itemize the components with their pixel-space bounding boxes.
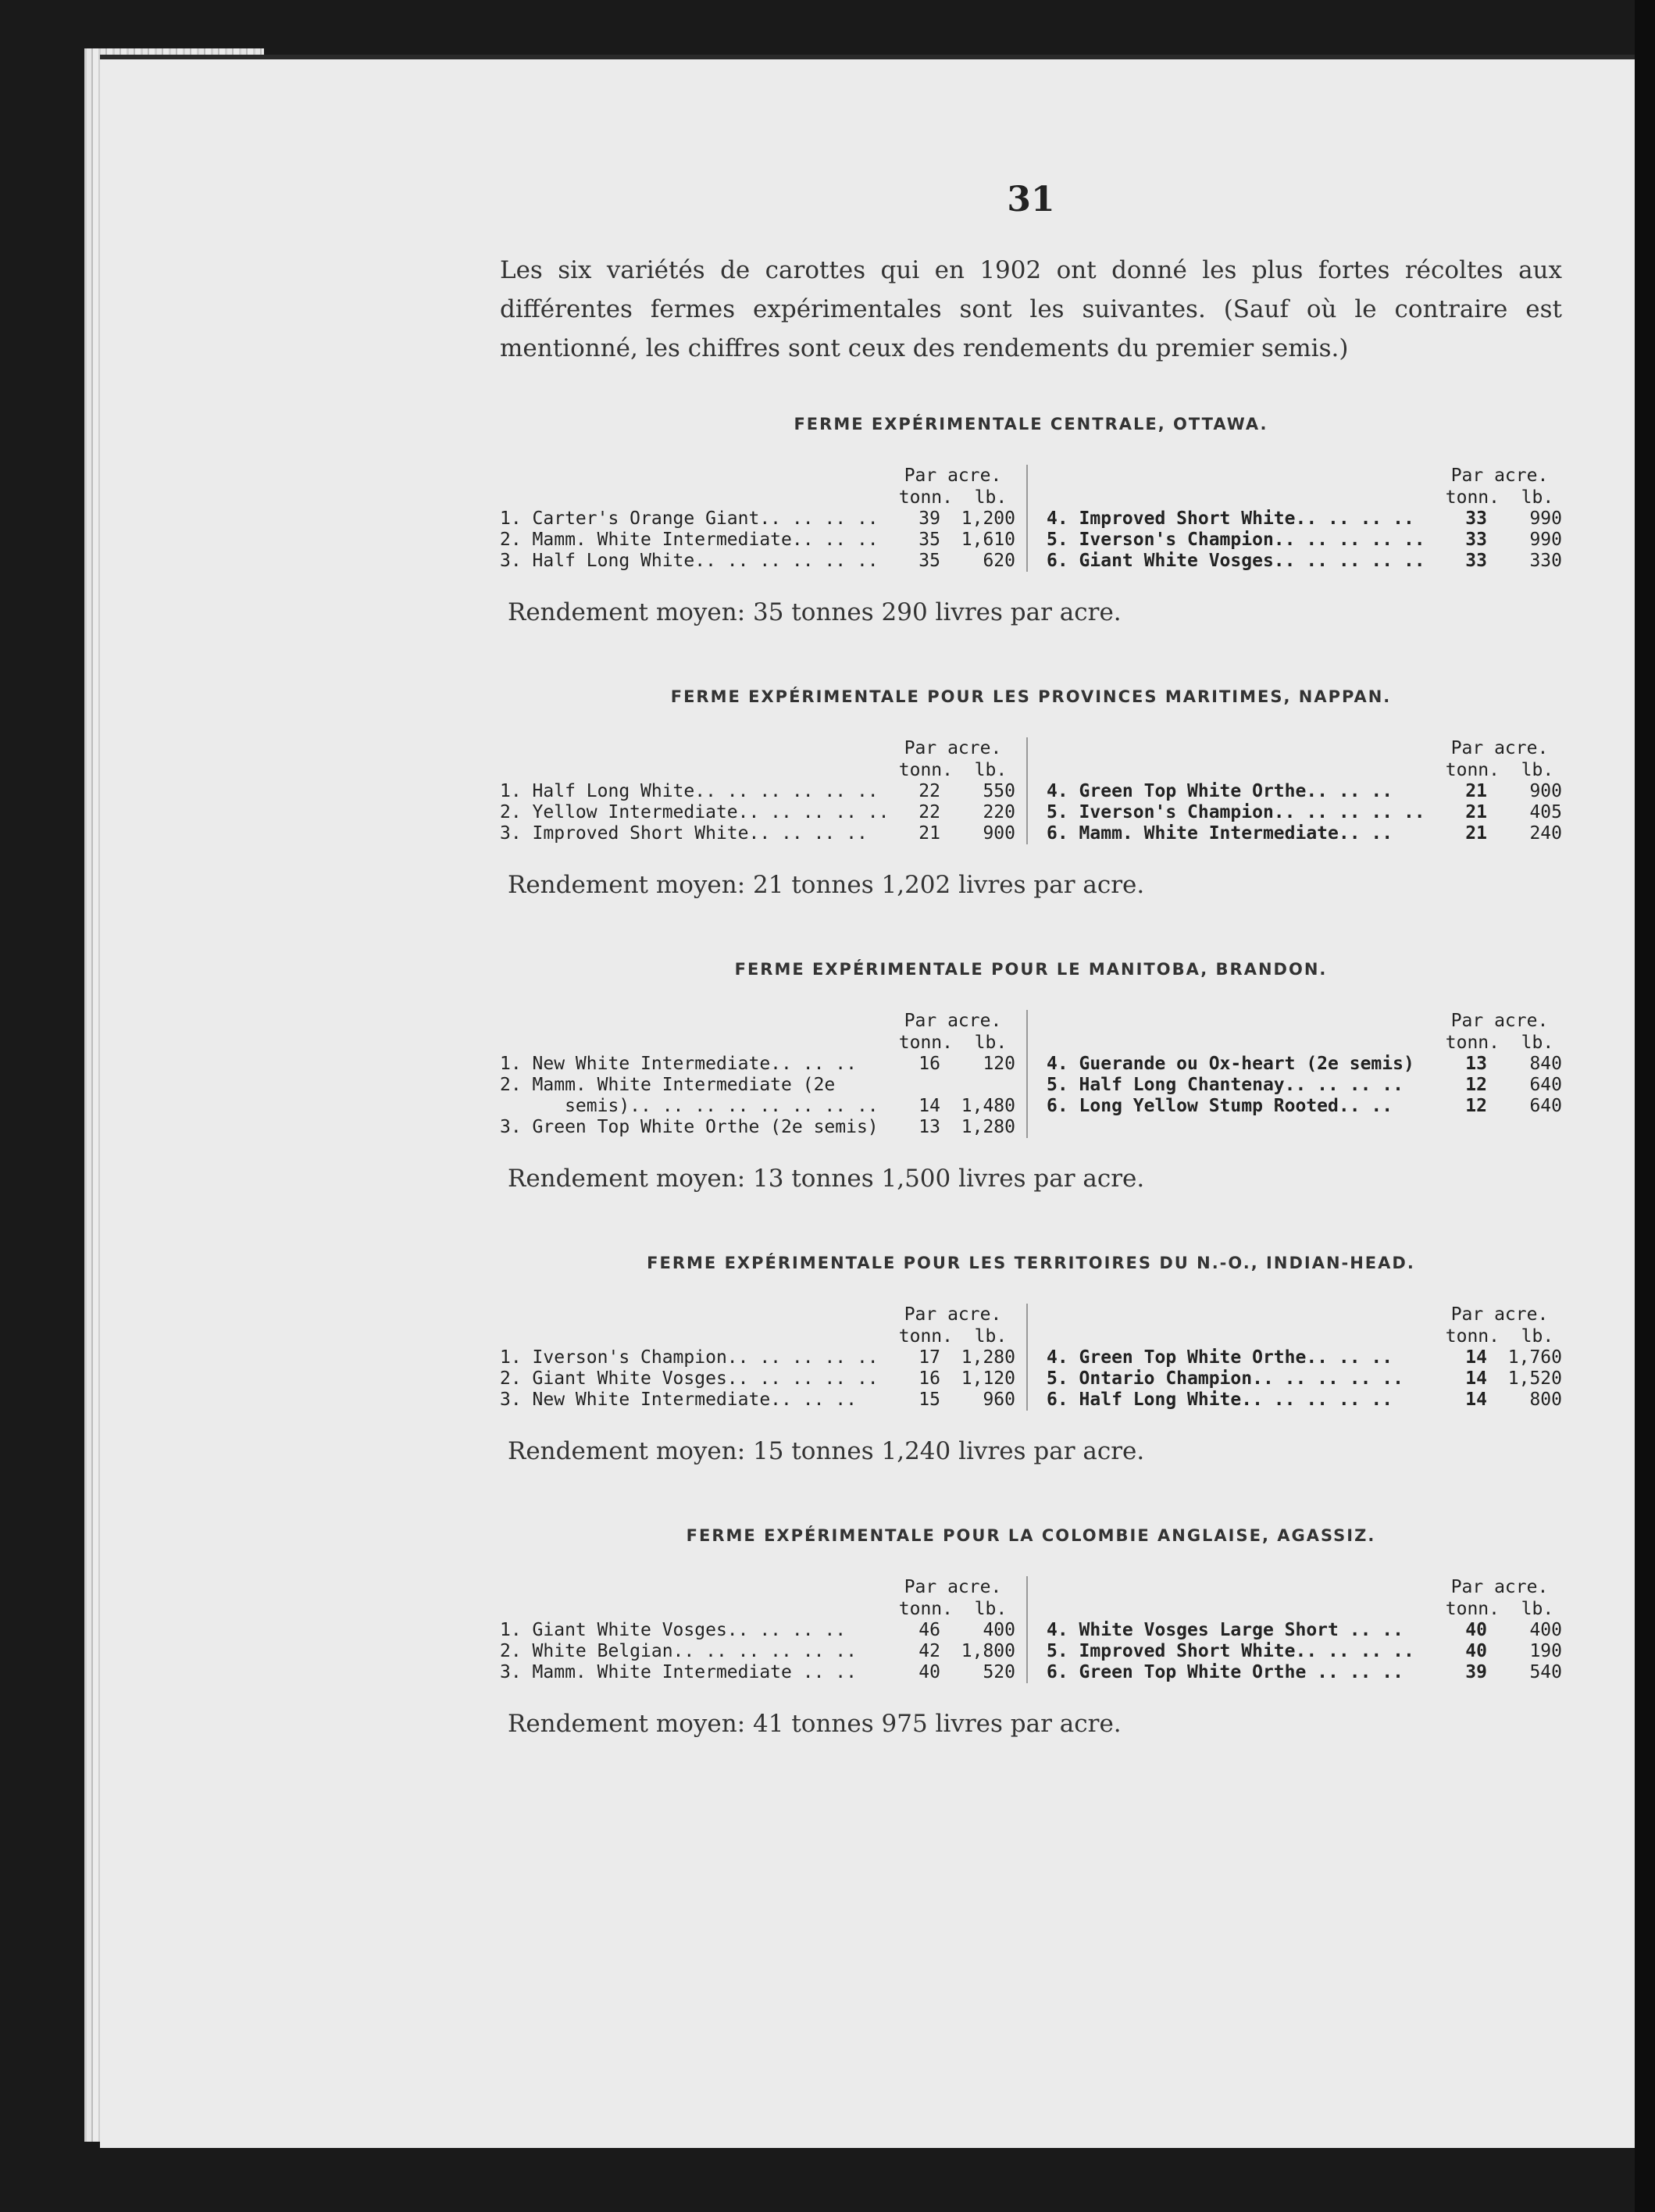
table-row — [500, 1390, 1015, 1411]
pounds-value: 640 — [1529, 1075, 1562, 1095]
pounds-value: 1,760 — [1507, 1347, 1562, 1368]
section-title: FERME EXPÉRIMENTALE POUR LE MANITOBA, BRANDON. — [734, 960, 1328, 979]
intro-paragraph: Les six variétés de carottes qui en 1902 ont donné les plus fortes récoltes aux différentes fermes expérimentales sont les suivantes. (Sauf où le contraire est mentionné, les chiffres sont ceux des rendements du premier semis.) — [500, 256, 1562, 362]
pounds-value: 990 — [1529, 530, 1562, 550]
column-header — [1047, 1010, 1562, 1054]
per-acre-label: Par acre. — [904, 1304, 1002, 1325]
variety-name: 3. Green Top White Orthe (2e semis) — [500, 1117, 879, 1137]
table-row — [500, 1620, 1015, 1641]
per-acre-label: Par acre. — [904, 1577, 1002, 1597]
section-title: FERME EXPÉRIMENTALE POUR LES TERRITOIRES DU N.-O., INDIAN-HEAD. — [647, 1254, 1415, 1272]
variety-name: 6. Green Top White Orthe .. .. .. — [1047, 1662, 1404, 1682]
variety-name: 2. Mamm. White Intermediate.. .. .. — [500, 530, 879, 550]
pounds-value: 1,610 — [961, 530, 1015, 550]
pounds-value: 840 — [1529, 1054, 1562, 1074]
pounds-value: 330 — [1529, 551, 1562, 571]
pounds-value: 1,280 — [961, 1117, 1015, 1137]
pounds-value: 1,280 — [961, 1347, 1015, 1368]
average-yield: Rendement moyen: 41 tonnes 975 livres par acre. — [508, 1710, 1122, 1738]
variety-name: 2. Giant White Vosges.. .. .. .. .. — [500, 1368, 879, 1389]
table-row — [500, 1368, 1015, 1390]
pounds-value: 640 — [1529, 1096, 1562, 1116]
tons-value: 21 — [918, 823, 940, 844]
table-row — [1047, 802, 1562, 823]
table-row — [1047, 1662, 1562, 1683]
variety-name: 3. Improved Short White.. .. .. .. — [500, 823, 868, 844]
tons-value: 16 — [918, 1368, 940, 1389]
units-label: tonn. lb. — [1445, 487, 1554, 508]
pounds-value: 960 — [983, 1390, 1015, 1410]
column-header — [500, 1010, 1015, 1054]
pounds-value: 620 — [983, 551, 1015, 571]
tons-value: 33 — [1465, 551, 1487, 571]
variety-name: 1. Iverson's Champion.. .. .. .. .. — [500, 1347, 879, 1368]
average-yield: Rendement moyen: 21 tonnes 1,202 livres par acre. — [508, 871, 1145, 899]
variety-name: 3. Half Long White.. .. .. .. .. .. — [500, 551, 879, 571]
variety-name: 4. Improved Short White.. .. .. .. — [1047, 508, 1414, 529]
column-header-block — [890, 1304, 1015, 1347]
table-row — [1047, 1390, 1562, 1411]
units-label: tonn. lb. — [1445, 1599, 1554, 1619]
yield-table — [500, 1010, 1562, 1138]
tons-value: 14 — [1465, 1347, 1487, 1368]
column-header-block — [890, 1576, 1015, 1620]
table-row — [500, 530, 1015, 551]
table-column-right — [1028, 465, 1562, 572]
section-title: FERME EXPÉRIMENTALE POUR LA COLOMBIE ANGLAISE, AGASSIZ. — [686, 1526, 1376, 1545]
table-row — [1047, 1620, 1562, 1641]
table-row — [1047, 530, 1562, 551]
pounds-value: 1,200 — [961, 508, 1015, 529]
table-column-right — [1028, 1010, 1562, 1138]
column-header — [500, 465, 1015, 508]
variety-name: 5. Half Long Chantenay.. .. .. .. — [1047, 1075, 1404, 1095]
table-column-right — [1028, 737, 1562, 844]
units-label: tonn. lb. — [898, 1326, 1008, 1347]
variety-name: 6. Mamm. White Intermediate.. .. — [1047, 823, 1393, 844]
tons-value: 40 — [1465, 1641, 1487, 1661]
tons-value: 14 — [1465, 1390, 1487, 1410]
tons-value: 16 — [918, 1054, 940, 1074]
table-row — [1047, 1075, 1562, 1096]
pounds-value: 1,520 — [1507, 1368, 1562, 1389]
table-column-right — [1028, 1576, 1562, 1683]
column-header — [500, 737, 1015, 781]
tons-value: 13 — [918, 1117, 940, 1137]
farm-section — [500, 960, 1562, 1193]
table-row — [1047, 1368, 1562, 1390]
page-number: 31 — [1007, 180, 1055, 219]
tons-value: 21 — [1465, 781, 1487, 801]
farm-section — [500, 1254, 1562, 1465]
units-label: tonn. lb. — [898, 1033, 1008, 1053]
variety-name: 5. Ontario Champion.. .. .. .. .. — [1047, 1368, 1404, 1389]
table-row — [500, 1054, 1015, 1075]
pounds-value: 540 — [1529, 1662, 1562, 1682]
pounds-value: 220 — [983, 802, 1015, 822]
pounds-value: 800 — [1529, 1390, 1562, 1410]
pounds-value: 400 — [983, 1620, 1015, 1640]
tons-value: 14 — [1465, 1368, 1487, 1389]
variety-name: 4. Green Top White Orthe.. .. .. — [1047, 781, 1393, 801]
column-header — [1047, 1576, 1562, 1620]
per-acre-label: Par acre. — [1450, 1011, 1549, 1031]
table-column-left — [500, 1010, 1028, 1138]
per-acre-label: Par acre. — [904, 1011, 1002, 1031]
column-header — [500, 1576, 1015, 1620]
farm-section — [500, 1526, 1562, 1738]
variety-name: 6. Half Long White.. .. .. .. .. — [1047, 1390, 1393, 1410]
variety-name: 5. Iverson's Champion.. .. .. .. .. — [1047, 530, 1425, 550]
units-label: tonn. lb. — [898, 487, 1008, 508]
per-acre-label: Par acre. — [904, 466, 1002, 486]
column-header — [500, 1304, 1015, 1347]
tons-value: 12 — [1465, 1096, 1487, 1116]
tons-value: 35 — [918, 551, 940, 571]
pounds-value: 240 — [1529, 823, 1562, 844]
table-row — [500, 781, 1015, 802]
table-row — [1047, 551, 1562, 572]
yield-table — [500, 737, 1562, 844]
tons-value: 35 — [918, 530, 940, 550]
per-acre-label: Par acre. — [1450, 1304, 1549, 1325]
tons-value: 46 — [918, 1620, 940, 1640]
table-row — [500, 508, 1015, 530]
column-header — [1047, 465, 1562, 508]
per-acre-label: Par acre. — [904, 738, 1002, 758]
table-row — [1047, 1347, 1562, 1368]
table-row — [1047, 1641, 1562, 1662]
column-header-block — [890, 737, 1015, 781]
variety-name: 4. Green Top White Orthe.. .. .. — [1047, 1347, 1393, 1368]
table-row — [500, 1075, 1015, 1117]
variety-name: 5. Iverson's Champion.. .. .. .. .. — [1047, 802, 1425, 822]
column-header-block — [1437, 737, 1562, 781]
yield-table — [500, 1304, 1562, 1411]
tons-value: 17 — [918, 1347, 940, 1368]
pounds-value: 550 — [983, 781, 1015, 801]
sections-container — [500, 415, 1562, 1738]
column-header-block — [890, 465, 1015, 508]
table-row — [1047, 508, 1562, 530]
yield-table — [500, 465, 1562, 572]
column-header-block — [1437, 1304, 1562, 1347]
tons-value: 40 — [1465, 1620, 1487, 1640]
table-row — [500, 1347, 1015, 1368]
per-acre-label: Par acre. — [1450, 466, 1549, 486]
tons-value: 21 — [1465, 802, 1487, 822]
table-row — [1047, 1096, 1562, 1117]
table-row — [1047, 1054, 1562, 1075]
average-yield: Rendement moyen: 15 tonnes 1,240 livres par acre. — [508, 1437, 1145, 1465]
table-row — [500, 551, 1015, 572]
variety-name: 1. Half Long White.. .. .. .. .. .. — [500, 781, 879, 801]
pounds-value: 1,480 — [961, 1096, 1015, 1116]
pounds-value: 520 — [983, 1662, 1015, 1682]
average-yield: Rendement moyen: 13 tonnes 1,500 livres par acre. — [508, 1165, 1145, 1193]
pounds-value: 900 — [1529, 781, 1562, 801]
tons-value: 13 — [1465, 1054, 1487, 1074]
column-header-block — [1437, 465, 1562, 508]
units-label: tonn. lb. — [1445, 1033, 1554, 1053]
table-column-left — [500, 465, 1028, 572]
pounds-value: 405 — [1529, 802, 1562, 822]
scan-border — [1635, 0, 1655, 2212]
average-yield: Rendement moyen: 35 tonnes 290 livres par acre. — [508, 598, 1122, 626]
variety-name: 2. White Belgian.. .. .. .. .. .. — [500, 1641, 857, 1661]
units-label: tonn. lb. — [1445, 760, 1554, 780]
table-column-right — [1028, 1304, 1562, 1411]
column-header — [1047, 1304, 1562, 1347]
tons-value: 21 — [1465, 823, 1487, 844]
variety-name: 1. New White Intermediate.. .. .. — [500, 1054, 857, 1074]
table-row — [500, 802, 1015, 823]
units-label: tonn. lb. — [898, 1599, 1008, 1619]
table-column-left — [500, 737, 1028, 844]
tons-value: 12 — [1465, 1075, 1487, 1095]
variety-name: 6. Giant White Vosges.. .. .. .. .. — [1047, 551, 1425, 571]
table-row — [500, 1117, 1015, 1138]
variety-name: 5. Improved Short White.. .. .. .. — [1047, 1641, 1414, 1661]
variety-name: 4. Guerande ou Ox-heart (2e semis) — [1047, 1054, 1414, 1074]
variety-name: 6. Long Yellow Stump Rooted.. .. — [1047, 1096, 1393, 1116]
yield-table — [500, 1576, 1562, 1683]
per-acre-label: Par acre. — [1450, 738, 1549, 758]
column-header-block — [1437, 1576, 1562, 1620]
variety-name: 3. New White Intermediate.. .. .. — [500, 1390, 857, 1410]
tons-value: 22 — [918, 802, 940, 822]
column-header-block — [890, 1010, 1015, 1054]
variety-name: 1. Giant White Vosges.. .. .. .. — [500, 1620, 847, 1640]
column-header — [1047, 737, 1562, 781]
pounds-value: 400 — [1529, 1620, 1562, 1640]
section-title: FERME EXPÉRIMENTALE CENTRALE, OTTAWA. — [794, 415, 1268, 433]
tons-value: 40 — [918, 1662, 940, 1682]
tons-value: 33 — [1465, 508, 1487, 529]
variety-name: 4. White Vosges Large Short .. .. — [1047, 1620, 1404, 1640]
pounds-value: 120 — [983, 1054, 1015, 1074]
table-row — [1047, 781, 1562, 802]
tons-value: 15 — [918, 1390, 940, 1410]
table-column-left — [500, 1304, 1028, 1411]
variety-name: 3. Mamm. White Intermediate .. .. — [500, 1662, 857, 1682]
per-acre-label: Par acre. — [1450, 1577, 1549, 1597]
variety-name: 2. Yellow Intermediate.. .. .. .. .. — [500, 802, 890, 822]
pounds-value: 1,800 — [961, 1641, 1015, 1661]
tons-value: 14 — [918, 1096, 940, 1116]
pounds-value: 1,120 — [961, 1368, 1015, 1389]
tons-value: 33 — [1465, 530, 1487, 550]
table-row — [1047, 823, 1562, 844]
tons-value: 39 — [1465, 1662, 1487, 1682]
table-row — [500, 1662, 1015, 1683]
page-content — [500, 125, 1562, 1799]
column-header-block — [1437, 1010, 1562, 1054]
tons-value: 42 — [918, 1641, 940, 1661]
section-title: FERME EXPÉRIMENTALE POUR LES PROVINCES MARITIMES, NAPPAN. — [670, 687, 1392, 706]
tons-value: 39 — [918, 508, 940, 529]
table-column-left — [500, 1576, 1028, 1683]
units-label: tonn. lb. — [1445, 1326, 1554, 1347]
pounds-value: 990 — [1529, 508, 1562, 529]
farm-section — [500, 687, 1562, 899]
pounds-value: 190 — [1529, 1641, 1562, 1661]
table-row — [500, 1641, 1015, 1662]
table-row — [500, 823, 1015, 844]
pounds-value: 900 — [983, 823, 1015, 844]
farm-section — [500, 415, 1562, 626]
variety-name: 2. Mamm. White Intermediate (2e semis).. .. .. .. .. .. .. .. — [500, 1075, 879, 1116]
tons-value: 22 — [918, 781, 940, 801]
units-label: tonn. lb. — [898, 760, 1008, 780]
variety-name: 1. Carter's Orange Giant.. .. .. .. — [500, 508, 879, 529]
